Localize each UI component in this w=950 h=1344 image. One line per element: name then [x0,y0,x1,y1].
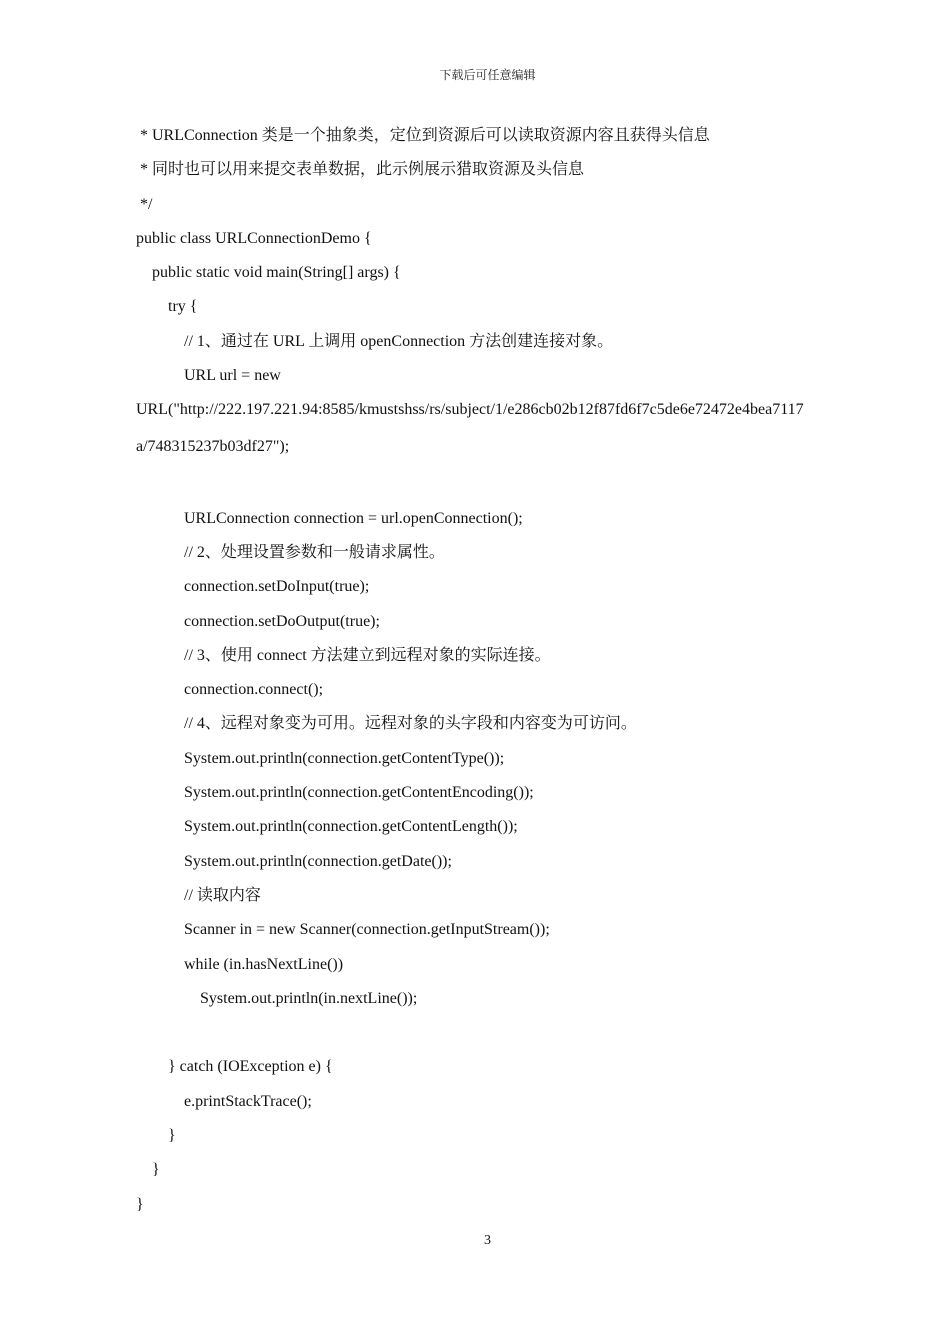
code-line: connection.setDoInput(true); [136,578,370,596]
code-line: public static void main(String[] args) { [136,264,401,282]
code-line: connection.connect(); [136,681,324,699]
page-header: 下载后可任意编辑 [439,68,536,82]
blank-line [136,1021,856,1055]
code-line: */ [136,195,153,213]
page-number: 3 [484,1233,491,1248]
code-line: Scanner in = new Scanner(connection.getInputStream()); [136,921,550,939]
code-line: System.out.println(connection.getContentType()); [136,749,505,767]
code-line: // 读取内容 [136,886,261,904]
code-line: * URLConnection 类是一个抽象类，定位到资源后可以读取资源内容且获得头信息 [136,127,710,144]
code-line: System.out.println(connection.getDate()); [136,852,452,870]
code-line: System.out.println(connection.getContentEncoding()); [136,784,534,802]
code-line: // 1、通过在 URL 上调用 openConnection 方法创建连接对象。 [136,332,614,350]
code-line: public class URLConnectionDemo { [136,229,372,247]
blank-line [136,472,856,506]
code-line: // 2、处理设置参数和一般请求属性。 [136,543,445,561]
code-line: // 4、远程对象变为可用。远程对象的头字段和内容变为可访问。 [136,715,637,733]
code-line: // 3、使用 connect 方法建立到远程对象的实际连接。 [136,646,551,664]
code-line: connection.setDoOutput(true); [136,612,380,630]
code-line: System.out.println(in.nextLine()); [136,989,418,1007]
code-line: } [136,1195,144,1213]
code-line: } catch (IOException e) { [136,1058,333,1076]
code-listing [136,124,856,1227]
code-line: } [136,1161,160,1179]
code-line: URL("http://222.197.221.94:8585/kmustshss/rs/subject/1/e286cb02b12f87fd6f7c5de6e72472e4bea7117 [136,401,804,419]
code-line: * 同时也可以用来提交表单数据，此示例展示猎取资源及头信息 [136,161,585,179]
code-line: URL url = new [136,367,281,385]
code-line: a/748315237b03df27"); [136,438,290,456]
code-line: URLConnection connection = url.openConnection(); [136,509,523,527]
code-line: try { [136,298,198,316]
code-line: System.out.println(connection.getContentLength()); [136,818,518,836]
code-line: while (in.hasNextLine()) [136,955,344,973]
code-line: e.printStackTrace(); [136,1092,312,1110]
code-line: } [136,1127,176,1145]
